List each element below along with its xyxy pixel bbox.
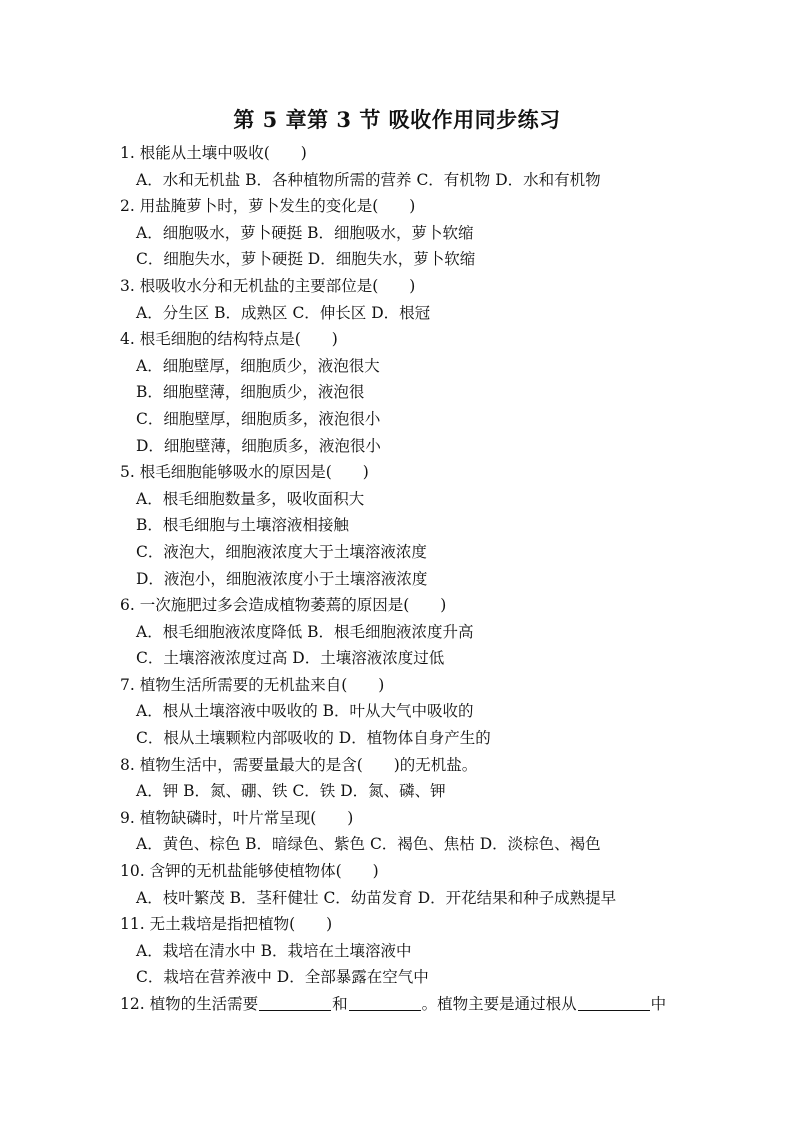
fill-in-blank[interactable] (349, 992, 421, 1011)
answer-options: C．栽培在营养液中 D．全部暴露在空气中 (136, 968, 429, 987)
question-text: 10. 含钾的无机盐能够使植物体( ) (120, 862, 379, 881)
answer-options: A．根毛细胞液浓度降低 B．根毛细胞液浓度升高 (136, 622, 474, 641)
answer-options: A．枝叶繁茂 B．茎秆健壮 C．幼苗发育 D．开花结果和种子成熟提早 (136, 888, 617, 907)
question-text: 3. 根吸收水分和无机盐的主要部位是( ) (120, 276, 416, 295)
question-text-part: 和 (332, 995, 348, 1013)
answer-options: C．细胞失水，萝卜硬挺 D．细胞失水，萝卜软缩 (136, 250, 476, 269)
answer-options: A．细胞壁厚，细胞质少，液泡很大 (136, 356, 380, 375)
answer-options: D．液泡小，细胞液浓度小于土壤溶液浓度 (136, 569, 428, 588)
question-text-part: 。植物主要是通过根从 (421, 995, 577, 1013)
answer-options: A．根毛细胞数量多，吸收面积大 (136, 489, 365, 508)
answer-options: A．分生区 B．成熟区 C．伸长区 D．根冠 (136, 303, 431, 322)
answer-options: A．黄色、棕色 B．暗绿色、紫色 C．褐色、焦枯 D．淡棕色、褐色 (136, 835, 601, 854)
answer-options: A．细胞吸水，萝卜硬挺 B．细胞吸水，萝卜软缩 (136, 223, 474, 242)
question-text: 11. 无土栽培是指把植物( ) (120, 915, 333, 934)
question-text: 2. 用盐腌萝卜时，萝卜发生的变化是( ) (120, 197, 416, 216)
question-text: 4. 根毛细胞的结构特点是( ) (120, 330, 338, 349)
fill-in-blank[interactable] (578, 992, 650, 1011)
question-text-part: 12. 植物的生活需要 (120, 995, 259, 1013)
answer-options: C．土壤溶液浓度过高 D．土壤溶液浓度过低 (136, 649, 445, 668)
answer-options: B．细胞壁薄，细胞质少，液泡很 (136, 383, 365, 402)
question-text: 5. 根毛细胞能够吸水的原因是( ) (120, 463, 369, 482)
answer-options: A．根从土壤溶液中吸收的 B．叶从大气中吸收的 (136, 702, 474, 721)
question-text-part: 中 (650, 995, 667, 1013)
question-list (120, 140, 680, 1018)
answer-options: C．液泡大，细胞液浓度大于土壤溶液浓度 (136, 542, 427, 561)
answer-options: B．根毛细胞与土壤溶液相接触 (136, 516, 349, 535)
question-text: 6. 一次施肥过多会造成植物萎蔫的原因是( ) (120, 596, 447, 615)
answer-options: A．钾 B．氮、硼、铁 C．铁 D．氮、磷、钾 (136, 782, 446, 801)
question-text: 1. 根能从土壤中吸收( ) (120, 144, 307, 162)
fill-in-blank[interactable] (259, 992, 331, 1011)
question-text (120, 991, 680, 1018)
question-text: 9. 植物缺磷时，叶片常呈现( ) (120, 808, 354, 827)
answer-options: C．细胞壁厚，细胞质多，液泡很小 (136, 409, 381, 428)
answer-options: D．细胞壁薄，细胞质多，液泡很小 (136, 436, 381, 455)
answer-options: A．水和无机盐 B．各种植物所需的营养 C．有机物 D．水和有机物 (136, 170, 601, 189)
page-title: 第 5 章第 3 节 吸收作用同步练习 (233, 107, 561, 132)
answer-options: A．栽培在清水中 B．栽培在土壤溶液中 (136, 941, 412, 960)
answer-options: C．根从土壤颗粒内部吸收的 D．植物体自身产生的 (136, 729, 491, 748)
question-text: 7. 植物生活所需要的无机盐来自( ) (120, 675, 385, 694)
question-text: 8. 植物生活中，需要量最大的是含( )的无机盐。 (120, 755, 478, 774)
